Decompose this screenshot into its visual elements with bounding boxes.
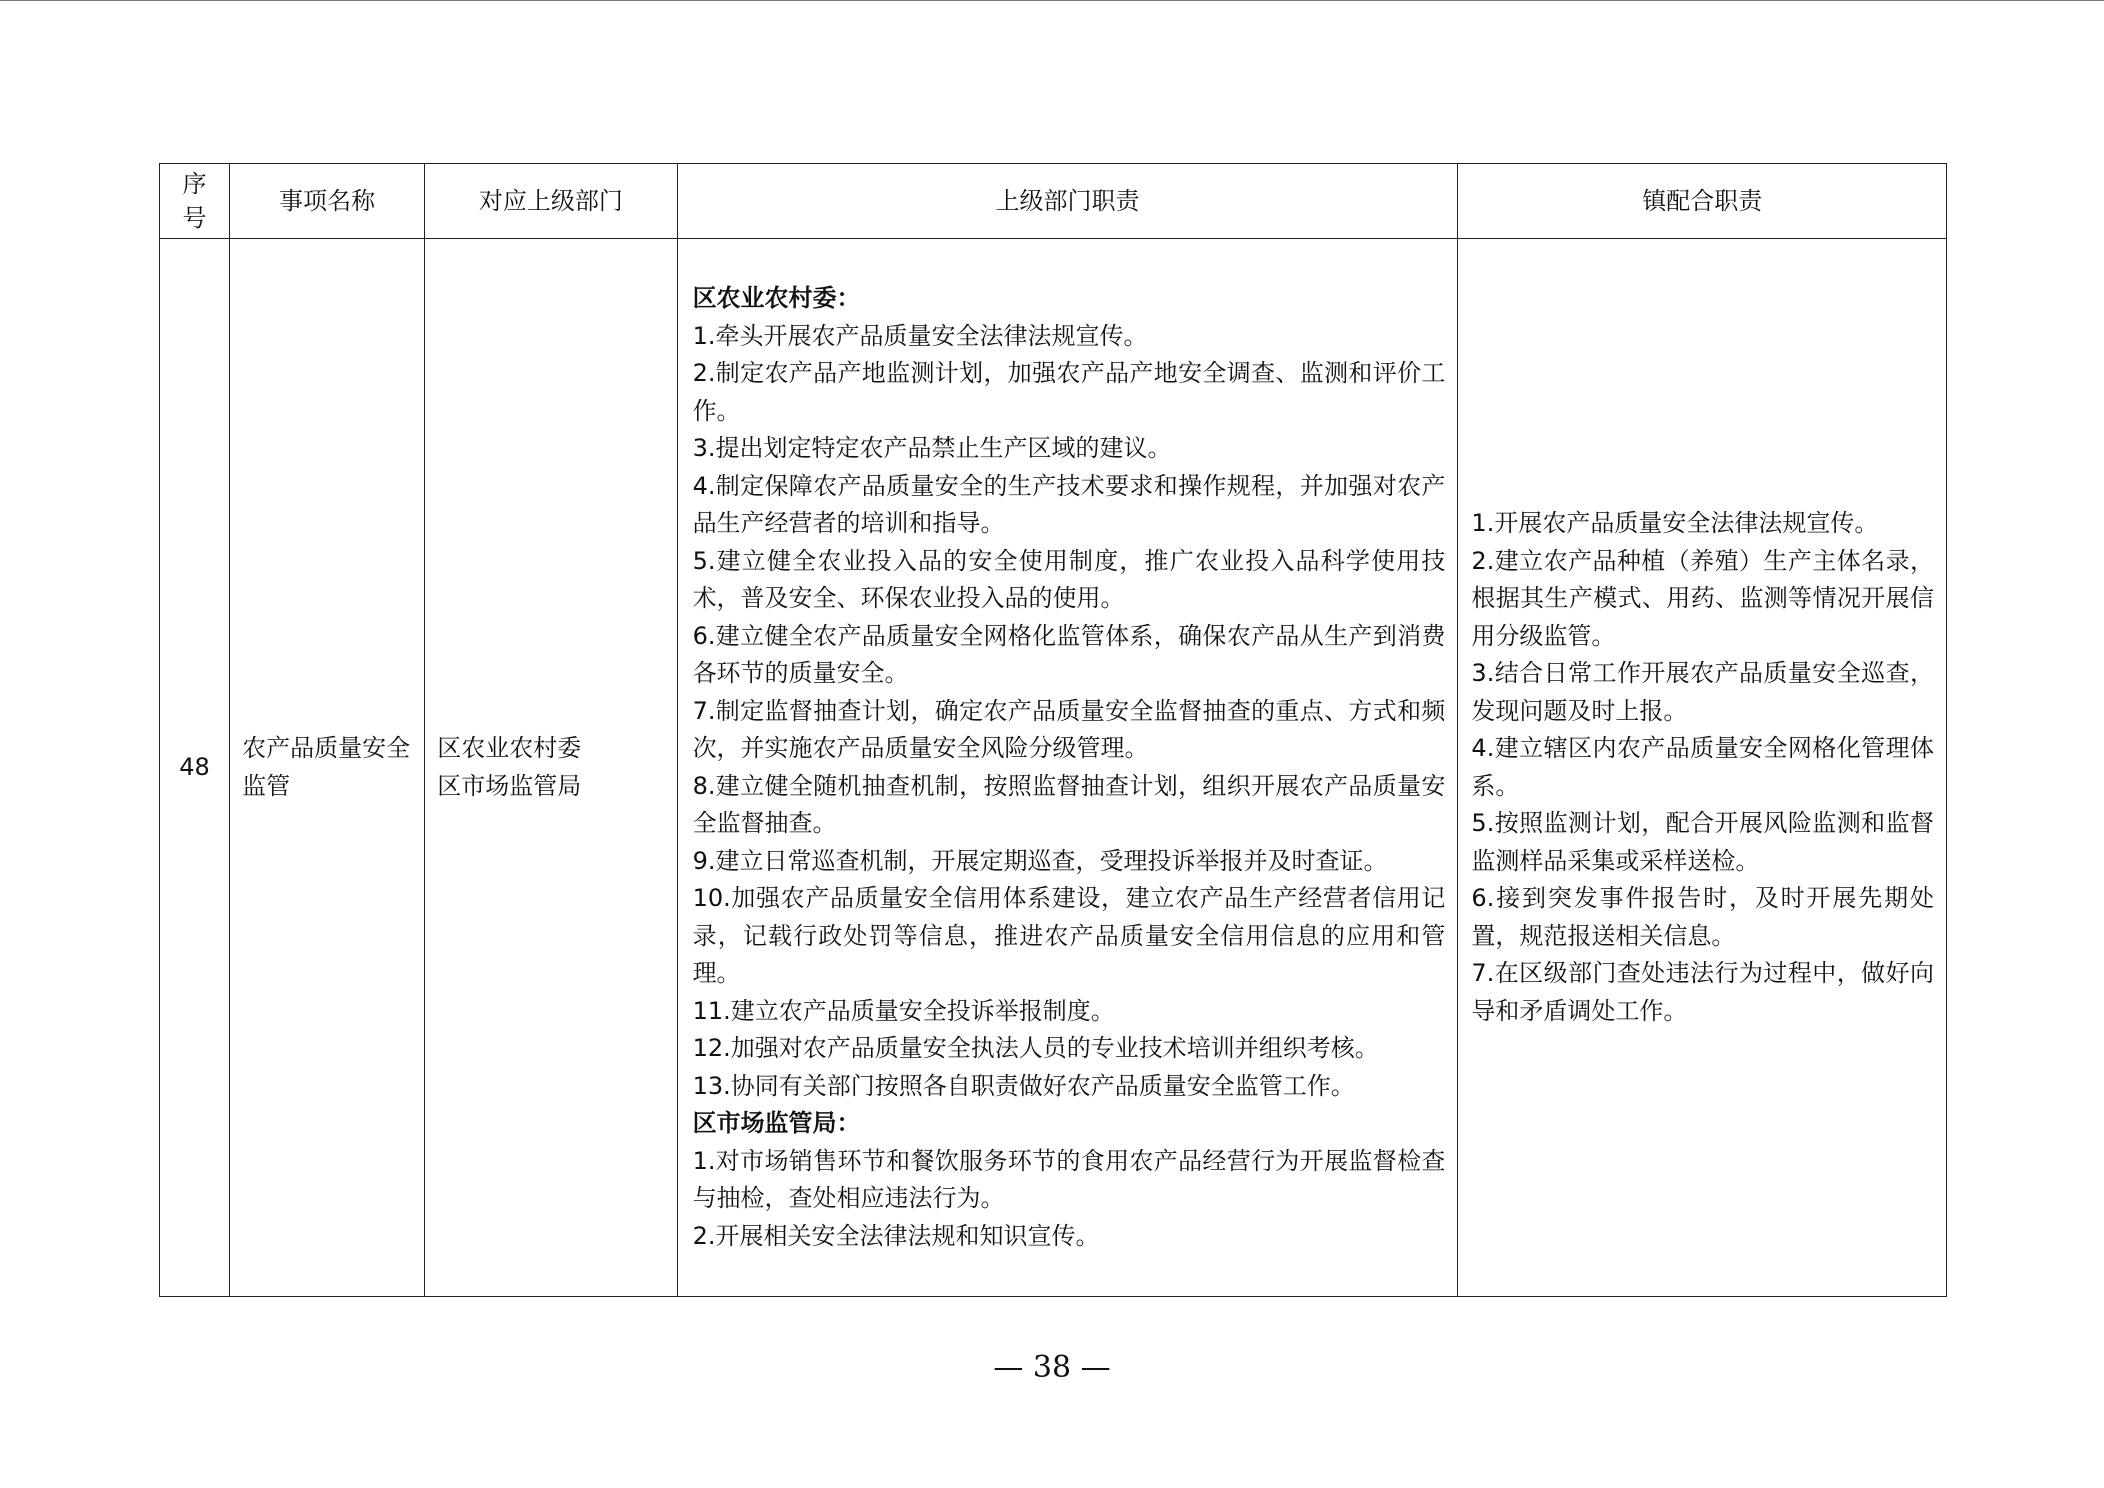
duty-item: 1.牵头开展农产品质量安全法律法规宣传。 <box>692 321 1148 350</box>
duty-item: 11.建立农产品质量安全投诉举报制度。 <box>692 996 1115 1025</box>
duty-item: 4.制定保障农产品质量安全的生产技术要求和操作规程，并加强对农产品生产经营者的培训和指导。 <box>692 471 1446 537</box>
header-town-duties: 镇配合职责 <box>1458 164 1947 239</box>
department-name: 区农业农村委 <box>437 734 582 762</box>
town-duty-item: 2.建立农产品种植（养殖）生产主体名录，根据其生产模式、用药、监测等情况开展信用分级监管。 <box>1471 546 1934 650</box>
header-department-duties: 上级部门职责 <box>677 164 1458 239</box>
table-header-row <box>160 164 1947 239</box>
department-name: 区市场监管局 <box>437 771 582 800</box>
duty-item: 2.开展相关安全法律法规和知识宣传。 <box>692 1221 1100 1250</box>
town-duty-item: 6.接到突发事件报告时，及时开展先期处置，规范报送相关信息。 <box>1471 884 1934 950</box>
header-item-name: 事项名称 <box>230 164 425 239</box>
town-duty-item: 1.开展农产品质量安全法律法规宣传。 <box>1471 509 1879 537</box>
page-number: — 38 — <box>993 1350 1111 1385</box>
duty-item: 9.建立日常巡查机制，开展定期巡查，受理投诉举报并及时查证。 <box>692 846 1388 875</box>
town-duty-item: 3.结合日常工作开展农产品质量安全巡查，发现问题及时上报。 <box>1471 659 1934 725</box>
duty-section-heading: 区农业农村委： <box>692 284 861 312</box>
duty-item: 5.建立健全农业投入品的安全使用制度，推广农业投入品科学使用技术，普及安全、环保农业投入品的使用。 <box>692 546 1446 612</box>
row-department-duties <box>677 239 1458 1297</box>
row-town-duties <box>1458 239 1947 1297</box>
duty-item: 8.建立健全随机抽查机制，按照监督抽查计划，组织开展农产品质量安全监督抽查。 <box>692 771 1446 837</box>
town-duty-item: 5.按照监测计划，配合开展风险监测和监督监测样品采集或采样送检。 <box>1471 809 1934 875</box>
duty-item: 10.加强农产品质量安全信用体系建设，建立农产品生产经营者信用记录，记载行政处罚等信息，推进农产品质量安全信用信息的应用和管理。 <box>692 884 1446 987</box>
header-department: 对应上级部门 <box>425 164 677 239</box>
duty-item: 7.制定监督抽查计划，确定农产品质量安全监督抽查的重点、方式和频次，并实施农产品质量安全风险分级管理。 <box>692 696 1446 762</box>
duty-item: 3.提出划定特定农产品禁止生产区域的建议。 <box>692 434 1172 462</box>
row-seq: 48 <box>160 239 230 1297</box>
header-seq: 序号 <box>160 164 230 239</box>
duty-item: 1.对市场销售环节和餐饮服务环节的食用农产品经营行为开展监督检查与抽检，查处相应违法行为。 <box>692 1146 1446 1212</box>
row-item-name: 农产品质量安全监管 <box>230 239 425 1297</box>
row-departments <box>425 239 677 1297</box>
town-duty-item: 7.在区级部门查处违法行为过程中，做好向导和矛盾调处工作。 <box>1471 959 1934 1025</box>
duty-item: 12.加强对农产品质量安全执法人员的专业技术培训并组织考核。 <box>692 1034 1379 1062</box>
town-duty-item: 4.建立辖区内农产品质量安全网格化管理体系。 <box>1471 734 1934 800</box>
duty-section-heading: 区市场监管局： <box>692 1109 861 1137</box>
responsibility-table <box>159 163 1947 1297</box>
top-rule <box>0 0 2104 1</box>
duty-item: 2.制定农产品产地监测计划，加强农产品产地安全调查、监测和评价工作。 <box>692 359 1446 425</box>
table-row <box>160 239 1947 1297</box>
duty-item: 13.协同有关部门按照各自职责做好农产品质量安全监管工作。 <box>692 1071 1355 1100</box>
duty-item: 6.建立健全农产品质量安全网格化监管体系，确保农产品从生产到消费各环节的质量安全。 <box>692 621 1446 687</box>
